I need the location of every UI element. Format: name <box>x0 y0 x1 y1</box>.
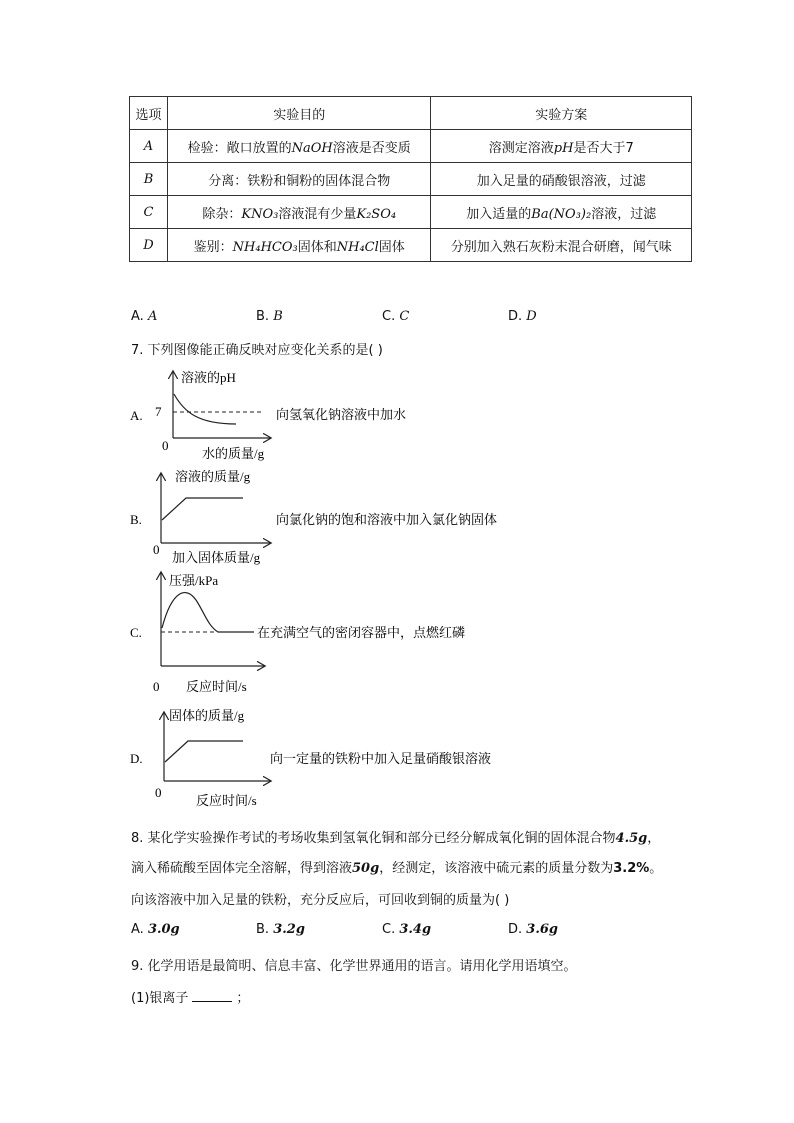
graph-label: D. <box>130 751 143 766</box>
table-cell-purpose: 除杂：KNO₃溶液混有少量K₂SO₄ <box>167 196 431 229</box>
graph-a <box>130 370 406 461</box>
graph-description: 向氢氧化钠溶液中加水 <box>276 407 407 422</box>
q6-option-a: A. A <box>131 309 158 324</box>
origin-label: 0 <box>153 679 160 694</box>
table-row <box>130 163 692 196</box>
y-axis-label: 固体的质量/g <box>169 708 245 723</box>
table-header: 实验方案 <box>431 97 692 130</box>
table-cell-purpose: 分离：铁粉和铜粉的固体混合物 <box>167 163 431 196</box>
y-axis-label: 压强/kPa <box>169 573 219 588</box>
q8-option-a: A. 3.0g <box>131 922 180 937</box>
q9-sub1: (1)银离子 ； <box>131 991 250 1006</box>
q8-line2: 滴入稀硫酸至固体完全溶解，得到溶液50g，经测定，该溶液中硫元素的质量分数为3.2%。 <box>131 861 663 876</box>
graph-b <box>130 469 497 565</box>
origin-label: 0 <box>153 542 160 557</box>
x-axis-label: 加入固体质量/g <box>172 550 261 565</box>
graph-c <box>130 573 465 694</box>
table-cell-option: B <box>130 163 168 196</box>
table-cell-plan: 加入足量的硝酸银溶液，过滤 <box>431 163 692 196</box>
answer-blank[interactable] <box>192 989 232 1002</box>
table-cell-purpose: 鉴别：NH₄HCO₃固体和NH₄Cl固体 <box>167 229 431 262</box>
graph-d <box>130 708 491 808</box>
graph-label: B. <box>130 512 142 527</box>
table-cell-option: A <box>130 130 168 163</box>
table-cell-option: D <box>130 229 168 262</box>
table-row <box>130 229 692 262</box>
graph-description: 向一定量的铁粉中加入足量硝酸银溶液 <box>270 751 492 766</box>
x-axis-label: 反应时间/s <box>186 679 247 694</box>
table-cell-plan: 加入适量的Ba(NO₃)₂溶液，过滤 <box>431 196 692 229</box>
experiment-table <box>129 96 692 262</box>
table-row <box>130 130 692 163</box>
table-cell-plan: 分别加入熟石灰粉末混合研磨，闻气味 <box>431 229 692 262</box>
origin-label: 0 <box>155 785 162 800</box>
q9-stem: 9. 化学用语是最简明、信息丰富、化学世界通用的语言。请用化学用语填空。 <box>131 959 577 974</box>
data-line <box>162 498 243 520</box>
q7-graphs <box>0 360 794 815</box>
graph-label: C. <box>130 625 142 640</box>
graph-description: 向氯化钠的饱和溶液中加入氯化钠固体 <box>276 512 498 527</box>
table-header: 选项 <box>130 97 168 130</box>
q6-option-b: B. B <box>256 309 283 324</box>
q7-stem: 7. 下列图像能正确反映对应变化关系的是( ) <box>131 343 383 358</box>
x-axis-label: 反应时间/s <box>196 793 257 808</box>
x-axis-label: 水的质量/g <box>202 446 265 461</box>
y-axis-label: 溶液的pH <box>181 370 236 385</box>
q8-option-b: B. 3.2g <box>256 922 305 937</box>
table-header-row <box>130 97 692 130</box>
table-cell-plan: 溶测定溶液pH是否大于7 <box>431 130 692 163</box>
data-curve <box>174 394 236 424</box>
table-row <box>130 196 692 229</box>
data-curve <box>162 593 254 632</box>
graph-description: 在充满空气的密闭容器中，点燃红磷 <box>257 625 466 640</box>
graph-label: A. <box>130 408 143 423</box>
data-line <box>165 741 243 762</box>
q6-option-c: C. C <box>382 309 410 324</box>
table-header: 实验目的 <box>167 97 431 130</box>
origin-label: 0 <box>162 438 169 453</box>
q8-line3: 向该溶液中加入足量的铁粉，充分反应后，可回收到铜的质量为( ) <box>131 893 510 908</box>
q8-option-c: C. 3.4g <box>382 922 432 937</box>
q8-option-d: D. 3.6g <box>508 922 559 937</box>
y-axis-label: 溶液的质量/g <box>175 469 251 484</box>
table-cell-purpose: 检验：敞口放置的NaOH溶液是否变质 <box>167 130 431 163</box>
table-cell-option: C <box>130 196 168 229</box>
q8-line1: 8. 某化学实验操作考试的考场收集到氢氧化铜和部分已经分解成氧化铜的固体混合物4.5g， <box>131 831 661 846</box>
y-tick-label: 7 <box>155 404 162 419</box>
q6-option-d: D. D <box>508 309 537 324</box>
